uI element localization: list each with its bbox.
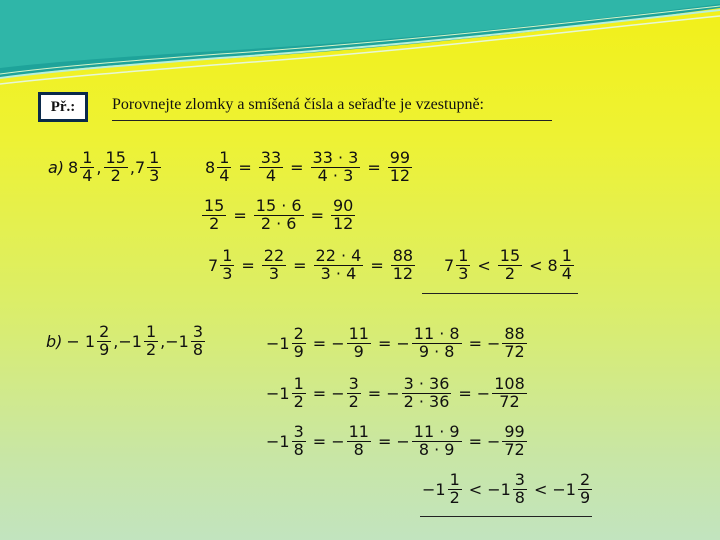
fraction xyxy=(560,248,574,283)
part-a-given xyxy=(48,150,163,185)
denominator: 12 xyxy=(389,165,411,185)
minus-sign: − xyxy=(331,431,345,451)
equals-sign: = xyxy=(233,205,247,225)
equals-sign: = xyxy=(310,205,324,225)
whole: 8 xyxy=(205,157,216,177)
whole: −1 xyxy=(266,333,290,353)
numerator: 2 xyxy=(99,322,110,341)
whole: −1 xyxy=(487,479,511,499)
fraction xyxy=(492,376,527,411)
fraction xyxy=(147,150,161,185)
whole: −1 xyxy=(266,431,290,451)
fraction xyxy=(254,198,304,233)
result-underline xyxy=(420,516,592,517)
fraction xyxy=(412,326,462,361)
minus-sign: − xyxy=(331,333,345,353)
separator: , xyxy=(113,331,119,351)
separator: , xyxy=(129,157,135,177)
fraction xyxy=(311,150,361,185)
part-a-step-3 xyxy=(208,248,417,283)
denominator: 2 xyxy=(449,487,460,507)
numerator: 1 xyxy=(222,246,233,265)
whole: −1 xyxy=(118,331,142,351)
minus-sign: − xyxy=(486,431,501,451)
minus-sign: − xyxy=(476,383,491,403)
fraction xyxy=(292,376,306,411)
numerator: 1 xyxy=(219,148,230,167)
fraction xyxy=(502,326,526,361)
whole: −1 xyxy=(422,479,446,499)
fraction xyxy=(391,248,415,283)
equals-sign: = xyxy=(312,431,327,451)
fraction xyxy=(80,150,94,185)
numerator: 3 xyxy=(348,374,359,393)
denominator: 2 xyxy=(293,391,304,411)
numerator: 88 xyxy=(392,246,414,265)
fraction xyxy=(262,248,286,283)
equals-sign: = xyxy=(458,383,472,403)
numerator: 3 xyxy=(192,322,204,341)
denominator: 3 xyxy=(222,263,233,283)
numerator: 1 xyxy=(293,374,304,393)
numerator: 1 xyxy=(145,322,157,341)
denominator: 3 xyxy=(149,165,160,185)
numerator: 88 xyxy=(504,324,525,343)
fraction xyxy=(412,424,462,459)
fraction xyxy=(97,324,111,359)
fraction xyxy=(292,326,306,361)
fraction xyxy=(513,472,527,507)
numerator: 90 xyxy=(332,196,354,215)
numerator: 33 xyxy=(260,148,282,167)
fraction xyxy=(220,248,234,283)
denominator: 2 xyxy=(504,263,516,283)
fraction xyxy=(502,424,526,459)
denominator: 12 xyxy=(332,213,354,233)
numerator: 108 xyxy=(494,374,525,393)
less-than-sign: < xyxy=(468,479,483,499)
whole: 8 xyxy=(547,255,558,275)
numerator: 99 xyxy=(504,422,525,441)
denominator: 9 xyxy=(99,339,110,359)
denominator: 3 xyxy=(458,263,469,283)
equals-sign: = xyxy=(468,431,482,451)
fraction xyxy=(314,248,364,283)
denominator: 2 xyxy=(209,213,220,233)
fraction xyxy=(217,150,231,185)
denominator: 4 xyxy=(82,165,93,185)
fraction xyxy=(202,198,226,233)
numerator: 15 xyxy=(204,196,225,215)
fraction xyxy=(578,472,592,507)
part-a-step-2 xyxy=(200,198,357,233)
part-b-given xyxy=(46,324,207,359)
numerator: 2 xyxy=(293,324,304,343)
numerator: 11 · 9 xyxy=(413,422,460,441)
denominator: 2 xyxy=(348,391,359,411)
denominator: 8 xyxy=(353,439,364,459)
part-b-step-2 xyxy=(266,376,529,411)
denominator: 12 xyxy=(392,263,414,283)
denominator: 72 xyxy=(499,391,520,411)
part-a-label: a) xyxy=(48,157,65,177)
example-label: Př.: xyxy=(50,98,76,115)
denominator: 4 xyxy=(561,263,572,283)
numerator: 3 xyxy=(293,422,304,441)
equals-sign: = xyxy=(290,157,304,177)
example-label-box xyxy=(38,92,88,122)
equals-sign: = xyxy=(293,255,307,275)
denominator: 8 xyxy=(192,339,204,359)
denominator: 2 xyxy=(145,339,157,359)
numerator: 15 xyxy=(105,148,126,167)
denominator: 2 · 6 xyxy=(260,213,297,233)
minus-sign: − xyxy=(396,333,410,353)
denominator: 9 xyxy=(579,487,591,507)
equals-sign: = xyxy=(468,333,482,353)
less-than-sign: < xyxy=(477,255,491,275)
denominator: 72 xyxy=(504,341,525,361)
numerator: 1 xyxy=(458,246,469,265)
whole: 7 xyxy=(134,157,146,177)
result-underline xyxy=(422,293,578,294)
denominator: 9 · 8 xyxy=(418,341,455,361)
equals-sign: = xyxy=(367,157,381,177)
part-a-result xyxy=(444,248,576,283)
denominator: 2 · 36 xyxy=(403,391,450,411)
numerator: 99 xyxy=(389,148,411,167)
whole: − 1 xyxy=(66,331,96,351)
denominator: 4 · 3 xyxy=(317,165,354,185)
denominator: 72 xyxy=(504,439,525,459)
numerator: 3 xyxy=(514,470,525,489)
whole: −1 xyxy=(266,383,290,403)
denominator: 8 xyxy=(293,439,304,459)
numerator: 22 · 4 xyxy=(315,246,362,265)
part-b-step-1 xyxy=(266,326,529,361)
whole: 7 xyxy=(208,255,219,275)
denominator: 4 xyxy=(265,165,277,185)
part-b-label: b) xyxy=(46,331,63,351)
numerator: 15 xyxy=(499,246,521,265)
equals-sign: = xyxy=(367,383,382,403)
fraction xyxy=(104,150,128,185)
separator: , xyxy=(160,331,166,351)
whole: −1 xyxy=(165,331,189,351)
equals-sign: = xyxy=(377,431,392,451)
fraction xyxy=(388,150,412,185)
fraction xyxy=(347,376,361,411)
fraction xyxy=(498,248,522,283)
denominator: 4 xyxy=(219,165,230,185)
numerator: 15 · 6 xyxy=(255,196,302,215)
whole: −1 xyxy=(552,479,576,499)
whole: 7 xyxy=(444,255,455,275)
equals-sign: = xyxy=(370,255,384,275)
decorative-wave-banner xyxy=(0,0,720,90)
equals-sign: = xyxy=(241,255,255,275)
less-than-sign: < xyxy=(533,479,548,499)
denominator: 3 · 4 xyxy=(320,263,357,283)
denominator: 9 xyxy=(293,341,304,361)
numerator: 11 · 8 xyxy=(413,324,460,343)
part-a-step-1 xyxy=(205,150,414,185)
denominator: 8 xyxy=(514,487,525,507)
fraction xyxy=(191,324,205,359)
fraction xyxy=(144,324,158,359)
numerator: 1 xyxy=(449,470,460,489)
minus-sign: − xyxy=(331,383,345,403)
fraction xyxy=(456,248,470,283)
minus-sign: − xyxy=(486,333,501,353)
numerator: 2 xyxy=(579,470,591,489)
minus-sign: − xyxy=(386,383,400,403)
separator: , xyxy=(96,157,102,177)
fraction xyxy=(448,472,462,507)
part-b-result xyxy=(422,472,594,507)
fraction xyxy=(259,150,283,185)
equals-sign: = xyxy=(312,383,327,403)
equals-sign: = xyxy=(238,157,252,177)
part-b-step-3 xyxy=(266,424,529,459)
numerator: 33 · 3 xyxy=(312,148,359,167)
numerator: 1 xyxy=(149,148,160,167)
less-than-sign: < xyxy=(529,255,543,275)
denominator: 9 xyxy=(353,341,364,361)
denominator: 3 xyxy=(268,263,280,283)
fraction xyxy=(292,424,306,459)
numerator: 22 xyxy=(263,246,285,265)
equals-sign: = xyxy=(312,333,327,353)
denominator: 8 · 9 xyxy=(418,439,455,459)
fraction xyxy=(331,198,355,233)
numerator: 11 xyxy=(348,324,369,343)
fraction xyxy=(402,376,452,411)
numerator: 3 · 36 xyxy=(403,374,450,393)
fraction xyxy=(347,326,371,361)
numerator: 1 xyxy=(561,246,572,265)
instruction-text: Porovnejte zlomky a smíšená čísla a seřaďte je vzestupně: xyxy=(112,96,552,121)
numerator: 1 xyxy=(82,148,93,167)
denominator: 2 xyxy=(110,165,121,185)
fraction xyxy=(347,424,371,459)
equals-sign: = xyxy=(377,333,392,353)
minus-sign: − xyxy=(396,431,410,451)
numerator: 11 xyxy=(348,422,369,441)
whole: 8 xyxy=(68,157,79,177)
